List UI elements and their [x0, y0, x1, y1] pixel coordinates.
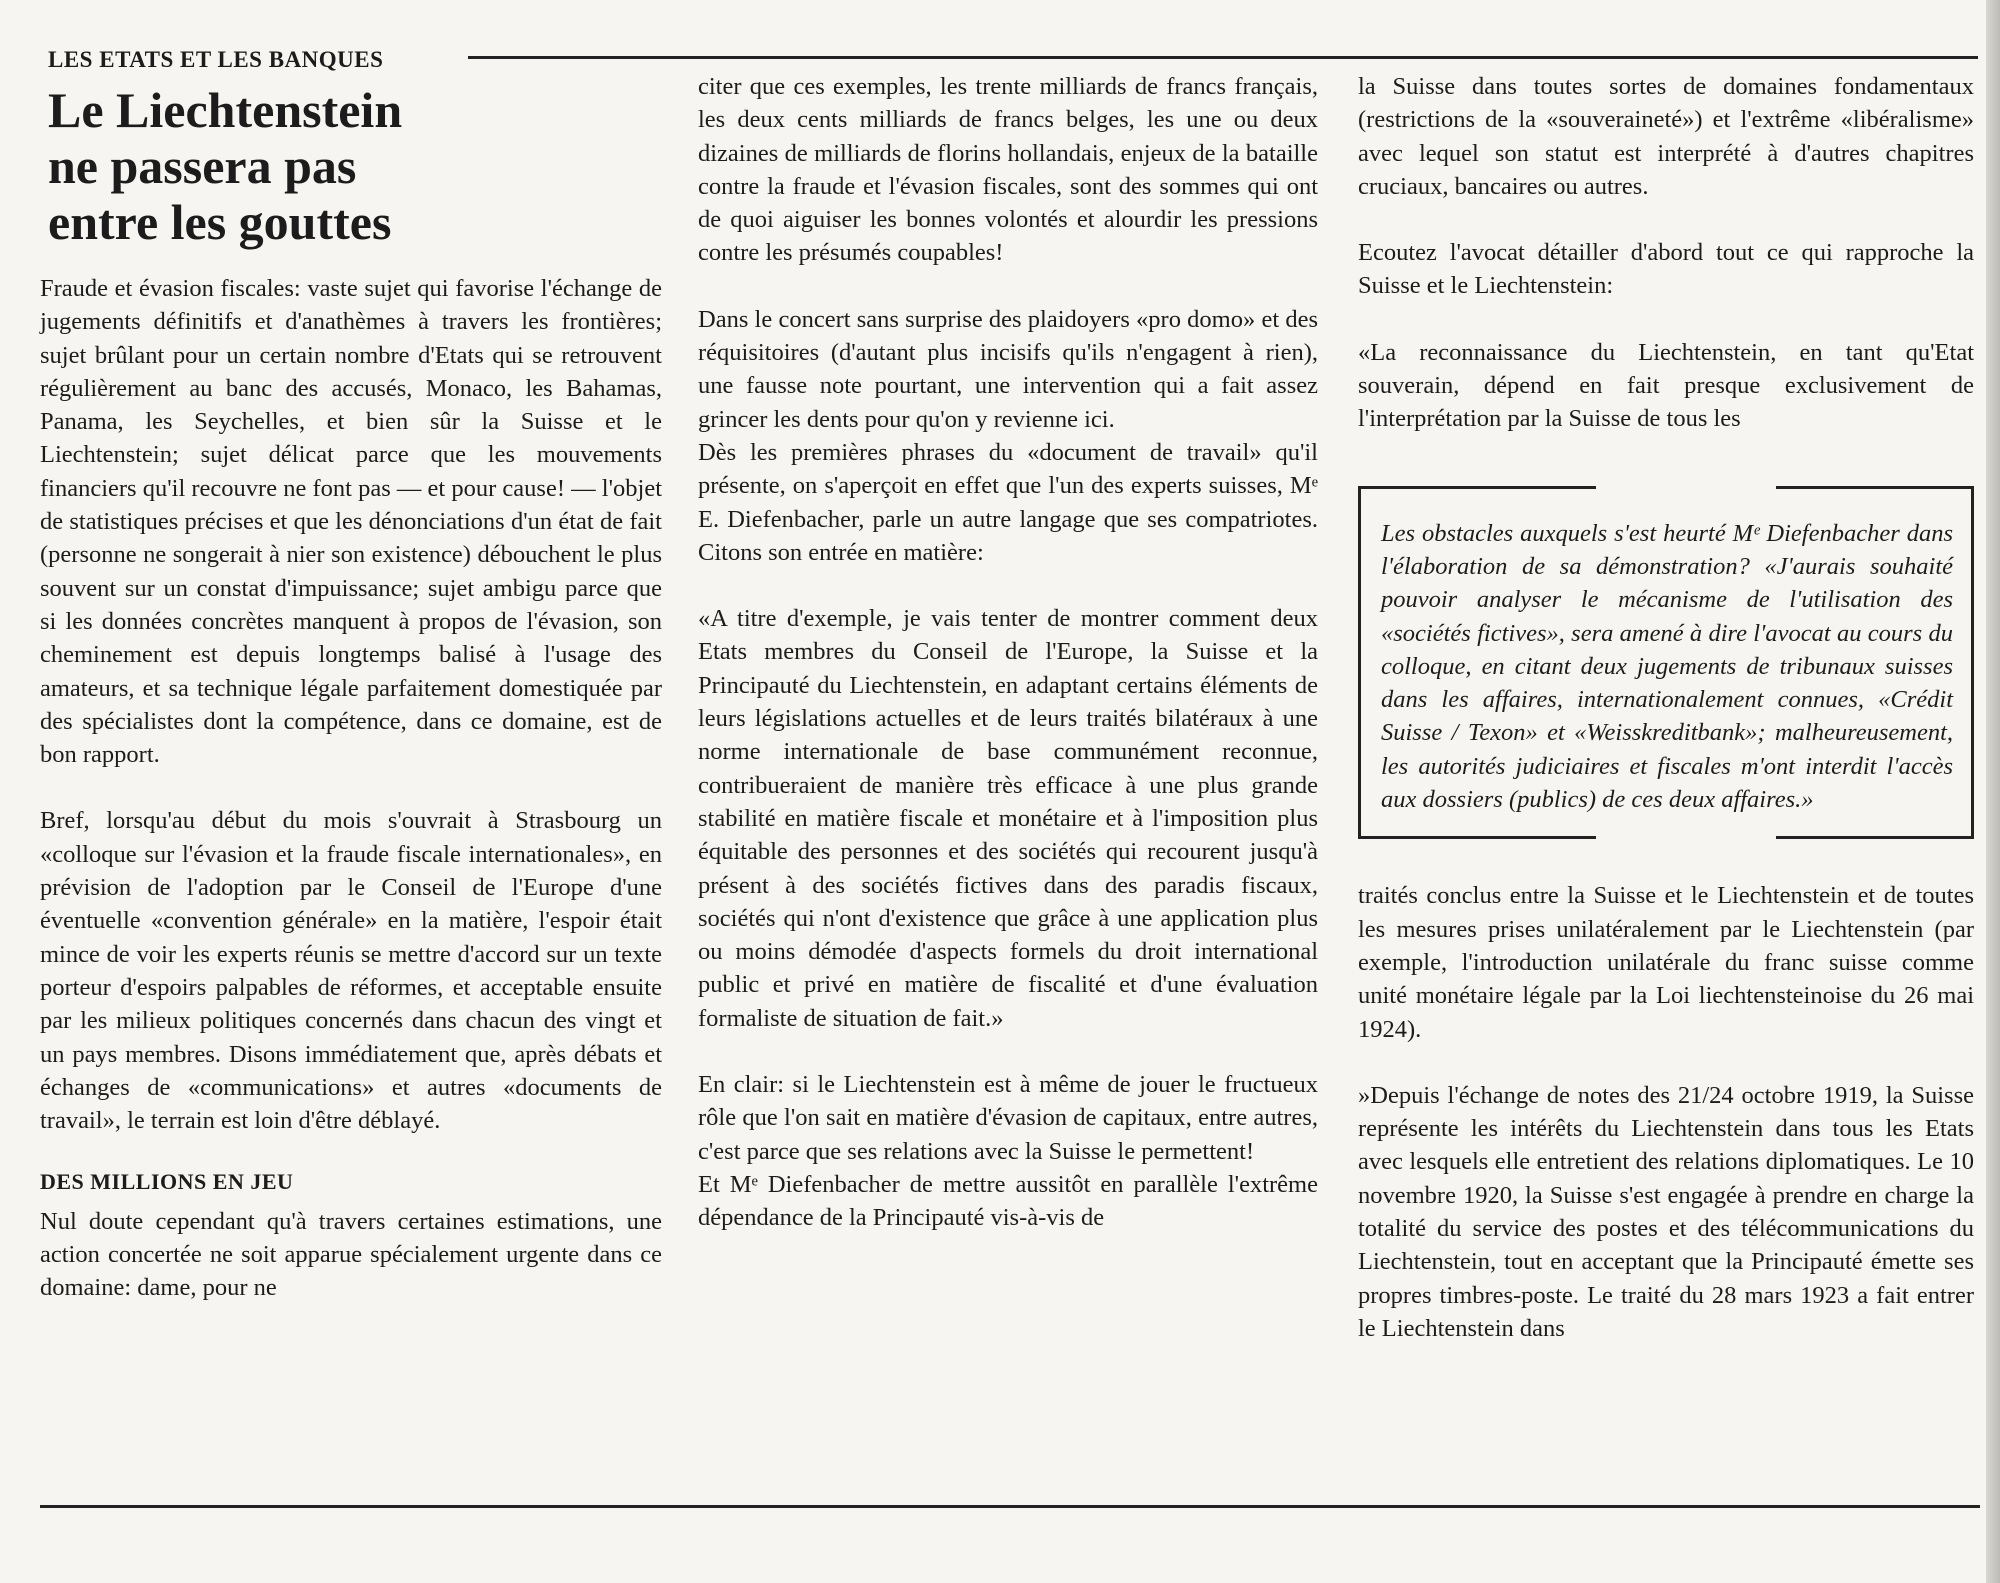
bottom-rule — [40, 1505, 1980, 1508]
section-subhead: DES MILLIONS EN JEU — [40, 1169, 294, 1195]
box-notch — [1596, 834, 1776, 840]
paragraph: la Suisse dans toutes sortes de domaines fondamentaux (restrictions de la «souveraineté») et l'extrême «libéralisme» avec lequel son statut est interprété à d'autres chapitres cruciaux, bancaires ou autres. — [1358, 73, 1974, 200]
headline-line: entre les gouttes — [48, 194, 392, 250]
paragraph: citer que ces exemples, les trente milliards de francs français, les deux cents milliards de francs belges, les une ou deux dizaines de milliards de florins hollandais, enjeux de la bataille contre la fraude et l'évasion fiscales, sont des sommes qui ont de quoi aiguiser les bonnes volontés et alourdir les pressions contre les présumés coupables! — [698, 73, 1318, 267]
paragraph: Dans le concert sans surprise des plaidoyers «pro domo» et des réquisitoires (d'autant plus incisifs qu'ils n'engagent à rien), une fausse note pourtant, une intervention qui a fait assez grincer les dents pour qu'on y revienne ici. — [698, 305, 1318, 433]
page-edge — [1986, 0, 2000, 1583]
article-kicker: LES ETATS ET LES BANQUES — [48, 47, 384, 72]
paragraph: En clair: si le Liechtenstein est à même de jouer le fructueux rôle que l'on sait en matière d'évasion de capitaux, entre autres, c'est parce que ses relations avec la Suisse le permettent! — [698, 1071, 1318, 1165]
headline-line: Le Liechtenstein — [48, 82, 403, 138]
paragraph: traités conclus entre la Suisse et le Liechtenstein et de toutes les mesures prises unilatéralement par le Liechtenstein (par exemple, l'introduction unilatérale du franc suisse comme unité monétaire légale par la Loi liechtensteinoise du 26 mai 1924). — [1358, 882, 1974, 1043]
paragraph: Nul doute cependant qu'à travers certaines estimations, une action concertée ne soit apparue spécialement urgente dans ce domaine: dame, pour ne — [40, 1207, 662, 1302]
boxed-quote — [1358, 486, 1974, 840]
paragraph: Ecoutez l'avocat détailler d'abord tout ce qui rapproche la Suisse et le Liechtenstein: — [1358, 239, 1974, 300]
box-notch — [1596, 485, 1776, 491]
column-3 — [1358, 70, 1974, 1345]
column-2 — [698, 70, 1318, 1235]
paragraph: Dès les premières phrases du «document de travail» qu'il présente, on s'aperçoit en effet que l'un des experts suisses, Mᵉ E. Diefenbacher, parle un autre langage que ses compatriotes. Citons son entrée en matière: — [698, 438, 1318, 566]
paragraph: »Depuis l'échange de notes des 21/24 octobre 1919, la Suisse représente les intérêts du Liechtenstein dans tous les Etats avec lesquels elle entretient des relations diplomatiques. Le 10 novembre 1920, la Suisse s'est engagée à prendre en charge la totalité du service des postes et des télécommunications du Liechtenstein, tout en acceptant que la Principauté émette ses propres timbres-poste. Le traité du 28 mars 1923 a fait entrer le Liechtenstein dans — [1358, 1081, 1974, 1342]
quote-paragraph: «La reconnaissance du Liechtenstein, en tant qu'Etat souverain, dépend en fait presque exclusivement de l'interprétation par la Suisse de tous les — [1358, 338, 1974, 433]
paragraph: Fraude et évasion fiscales: vaste sujet qui favorise l'échange de jugements définitifs et d'anathèmes à travers les frontières; sujet brûlant pour un certain nombre d'Etats qui se retrouvent régulièrement au banc des accusés, Monaco, les Bahamas, Panama, les Seychelles, et bien sûr la Suisse et le Liechtenstein; sujet délicat parce que les mouvements financiers qu'il recouvre ne font pas — et pour cause! — l'objet de statistiques précises et que les dénonciations d'un état de fait (personne ne songerait à nier son existence) débouchent le plus souvent sur un constat d'impuissance; sujet ambigu parce que si les données concrètes manquent à propos de l'évasion, son cheminement est depuis longtemps balisé à l'usage des amateurs, et sa technique légale parfaitement domestiquée par des spécialistes dont la compétence, dans ce domaine, est de bon rapport. — [40, 275, 662, 769]
quote-paragraph: «A titre d'exemple, je vais tenter de montrer comment deux Etats membres du Conseil de l'Europe, la Suisse et la Principauté du Liechtenstein, en adaptant certains éléments de leurs législations actuelles et de leurs traités bilatéraux à une norme internationale de base communément reconnue, contribueraient de manière très efficace à une plus grande stabilité en matière fiscale et monétaire et à l'imposition plus équitable des personnes et des sociétés qui recourent jusqu'à présent à des sociétés fictives dans des paradis fiscaux, sociétés qui n'ont d'existence que grâce à une application plus ou moins démodée d'aspects formels du droit international public et privé en matière de fiscalité et d'une évaluation formaliste de situation de fait.» — [698, 605, 1318, 1032]
boxed-quote-text: Les obstacles auxquels s'est heurté Mᵉ Diefenbacher dans l'élaboration de sa démonstration? «J'aurais souhaité pouvoir analyser le mécanisme de l'utilisation des «sociétés fictives», sera amené à dire l'avocat au cours du colloque, en citant deux jugements de tribunaux suisses dans les affaires, internationalement connues, «Crédit Suisse / Texon» et «Weisskreditbank»; malheureusement, les autorités judiciaires et fiscales m'ont interdit l'accès aux dossiers (publics) de ces deux affaires.» — [1381, 519, 1953, 814]
article-headline — [48, 82, 662, 250]
column-1 — [40, 46, 662, 1305]
top-rule — [468, 56, 1978, 59]
paragraph: Et Mᵉ Diefenbacher de mettre aussitôt en parallèle l'extrême dépendance de la Principauté vis-à-vis de — [698, 1170, 1318, 1232]
headline-line: ne passera pas — [48, 138, 357, 194]
paragraph: Bref, lorsqu'au début du mois s'ouvrait à Strasbourg un «colloque sur l'évasion et la fraude fiscale internationales», en prévision de l'adoption par le Conseil de l'Europe d'une éventuelle «convention générale» en la matière, l'espoir était mince de voir les experts réunis se mettre d'accord sur un texte porteur d'espoirs palpables de réformes, et acceptable ensuite par les milieux politiques concernés dans chacun des vingt et un pays membres. Disons immédiatement que, après débats et échanges de «communications» et autres «documents de travail», le terrain est loin d'être déblayé. — [40, 807, 662, 1135]
